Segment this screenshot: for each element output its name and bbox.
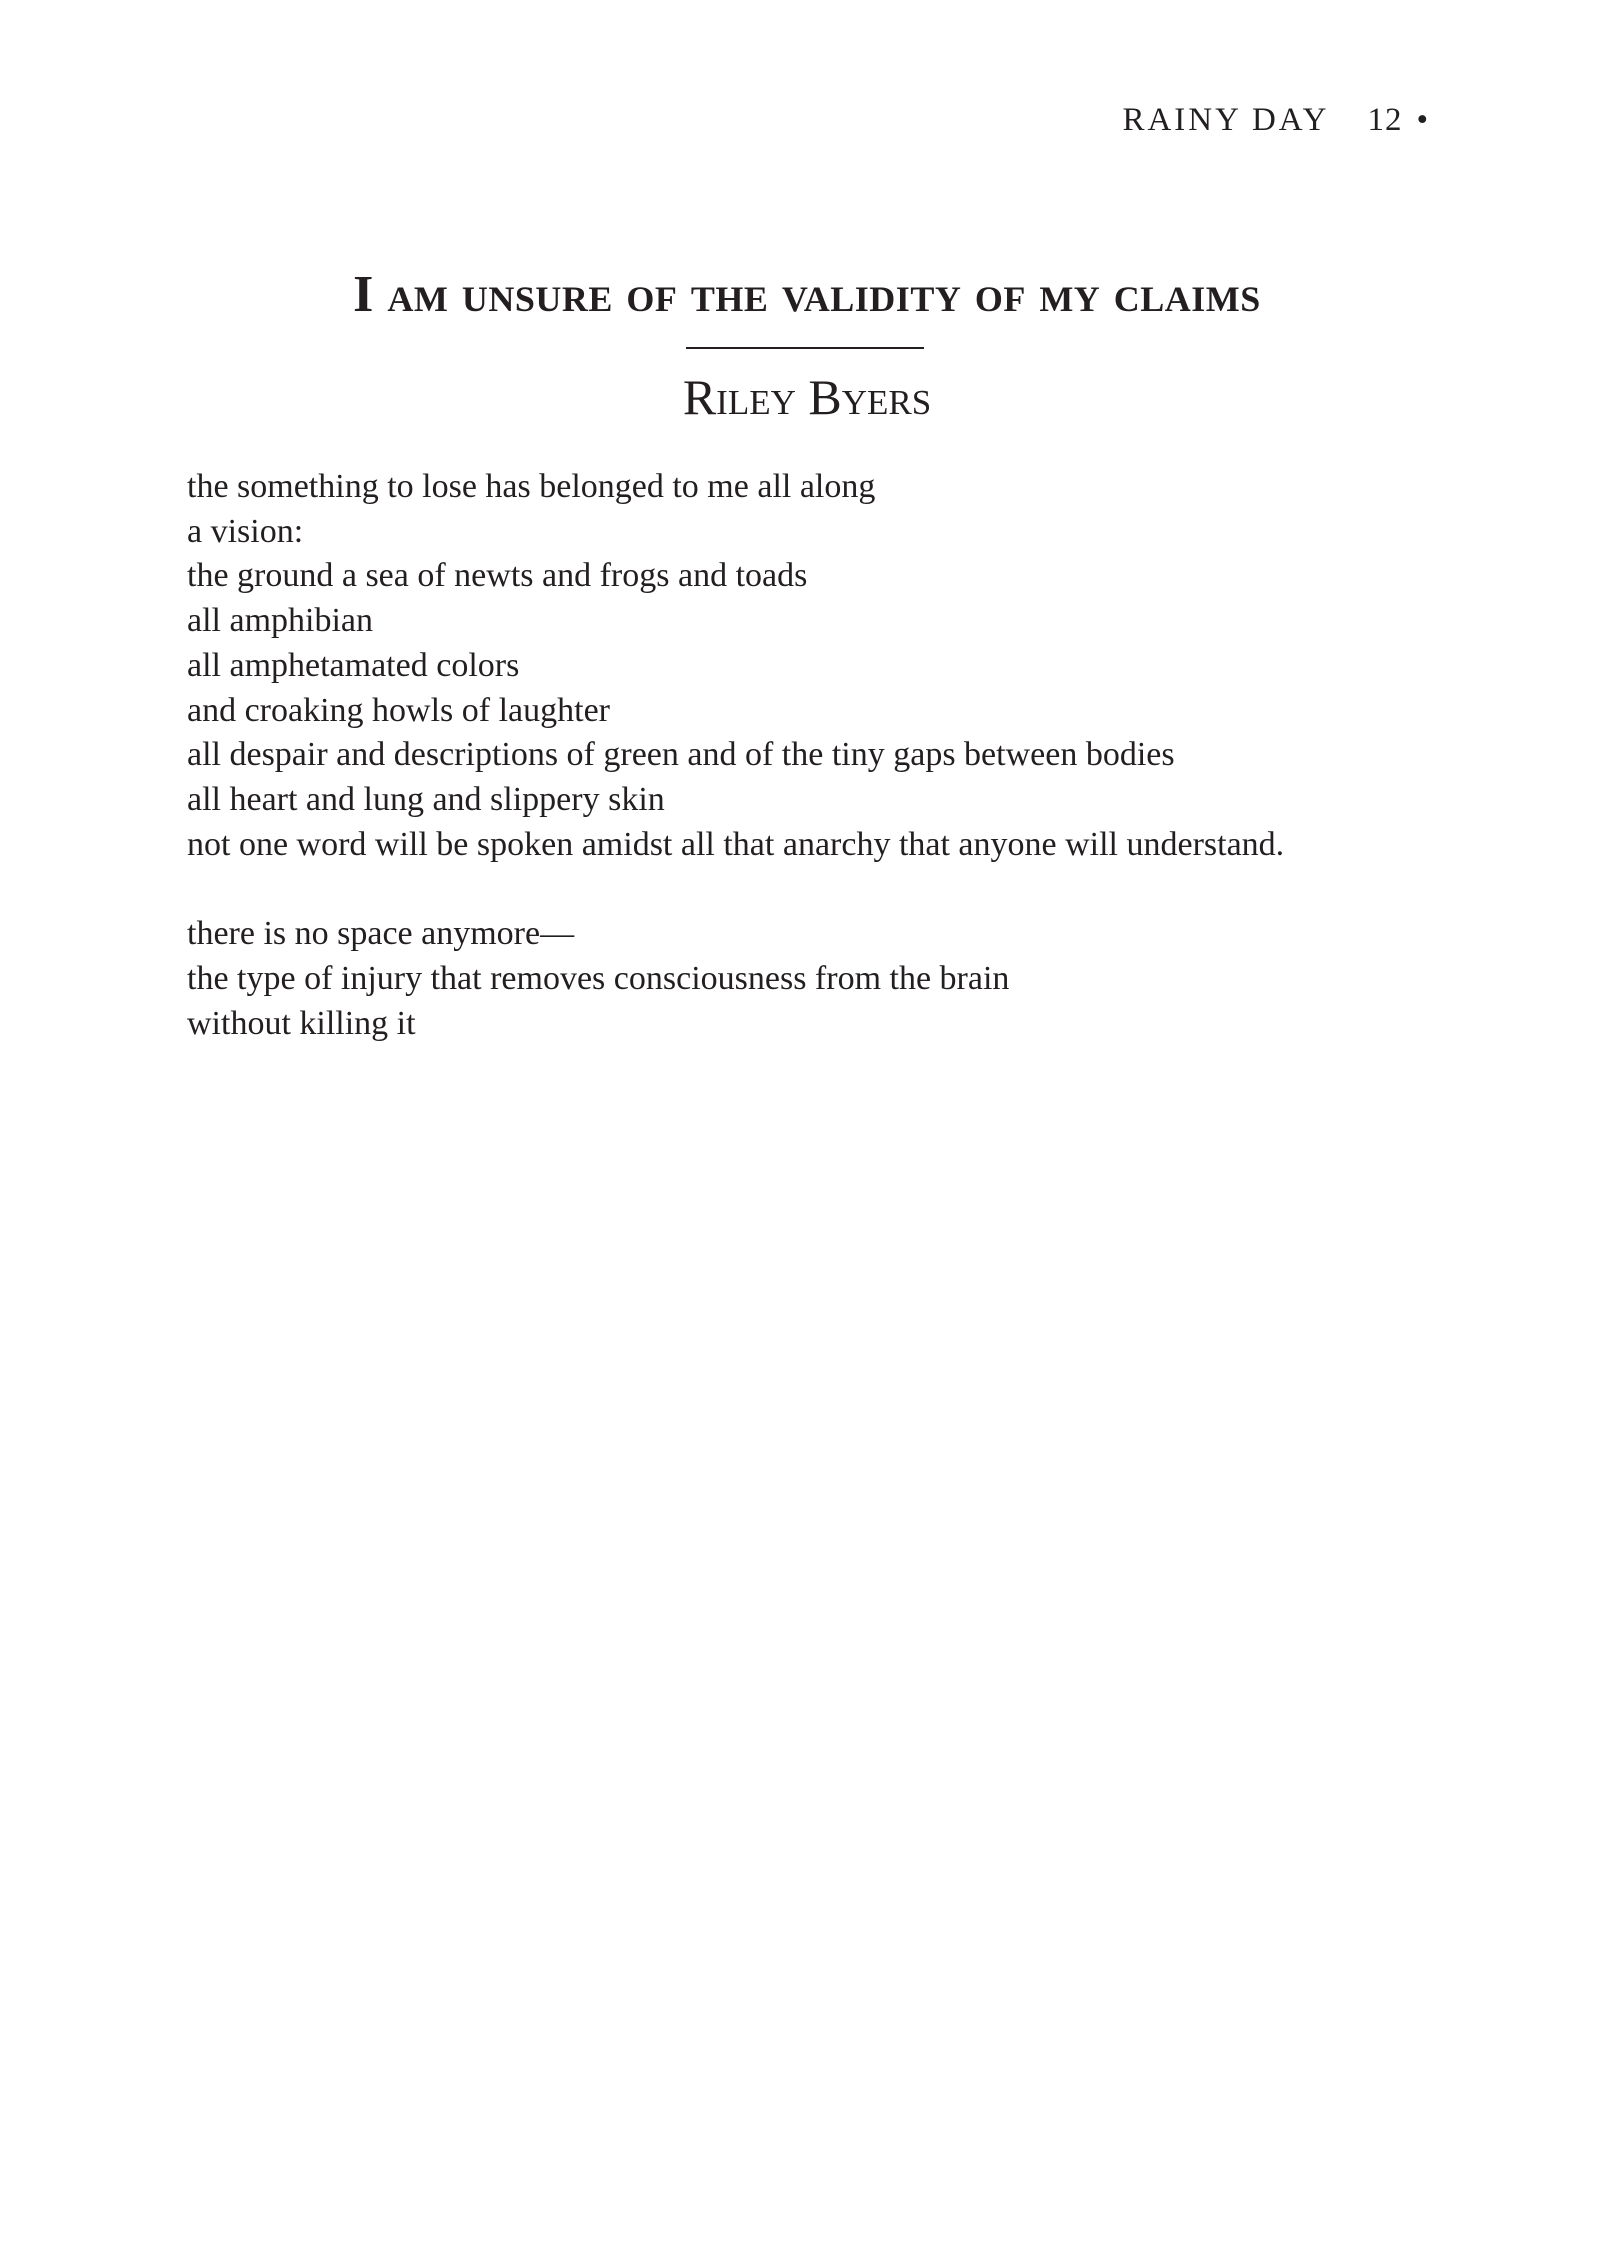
page-number: 12 [1367,102,1403,138]
poem-line: the ground a sea of newts and frogs and toads [187,557,808,595]
running-header [1122,102,1428,139]
poem-line: all amphetamated colors [187,646,520,684]
poem-line: the type of injury that removes consciousness from the brain [187,960,1010,998]
poem-line: all despair and descriptions of green and of the tiny gaps between bodies [187,736,1175,774]
poem-line: all heart and lung and slippery skin [187,780,665,818]
header-bullet: • [1416,102,1428,138]
poem-body [187,465,1487,1091]
running-title: RAINY DAY [1122,102,1330,138]
title-divider [686,347,924,349]
stanza-1 [187,465,1487,867]
stanza-2 [187,912,1487,1046]
poem-line: a vision: [187,512,304,550]
poem-author: Riley Byers [682,369,932,425]
poem-title: I am unsure of the validity of my claims [353,266,1261,323]
poem-line: the something to lose has belonged to me all along [187,468,876,505]
poem-line: without killing it [187,1004,416,1042]
poem-line: there is no space anymore— [187,915,575,953]
poem-line: and croaking howls of laughter [187,691,610,729]
poem-line: not one word will be spoken amidst all that anarchy that anyone will understand. [187,825,1285,863]
poem-line: all amphibian [187,602,374,640]
